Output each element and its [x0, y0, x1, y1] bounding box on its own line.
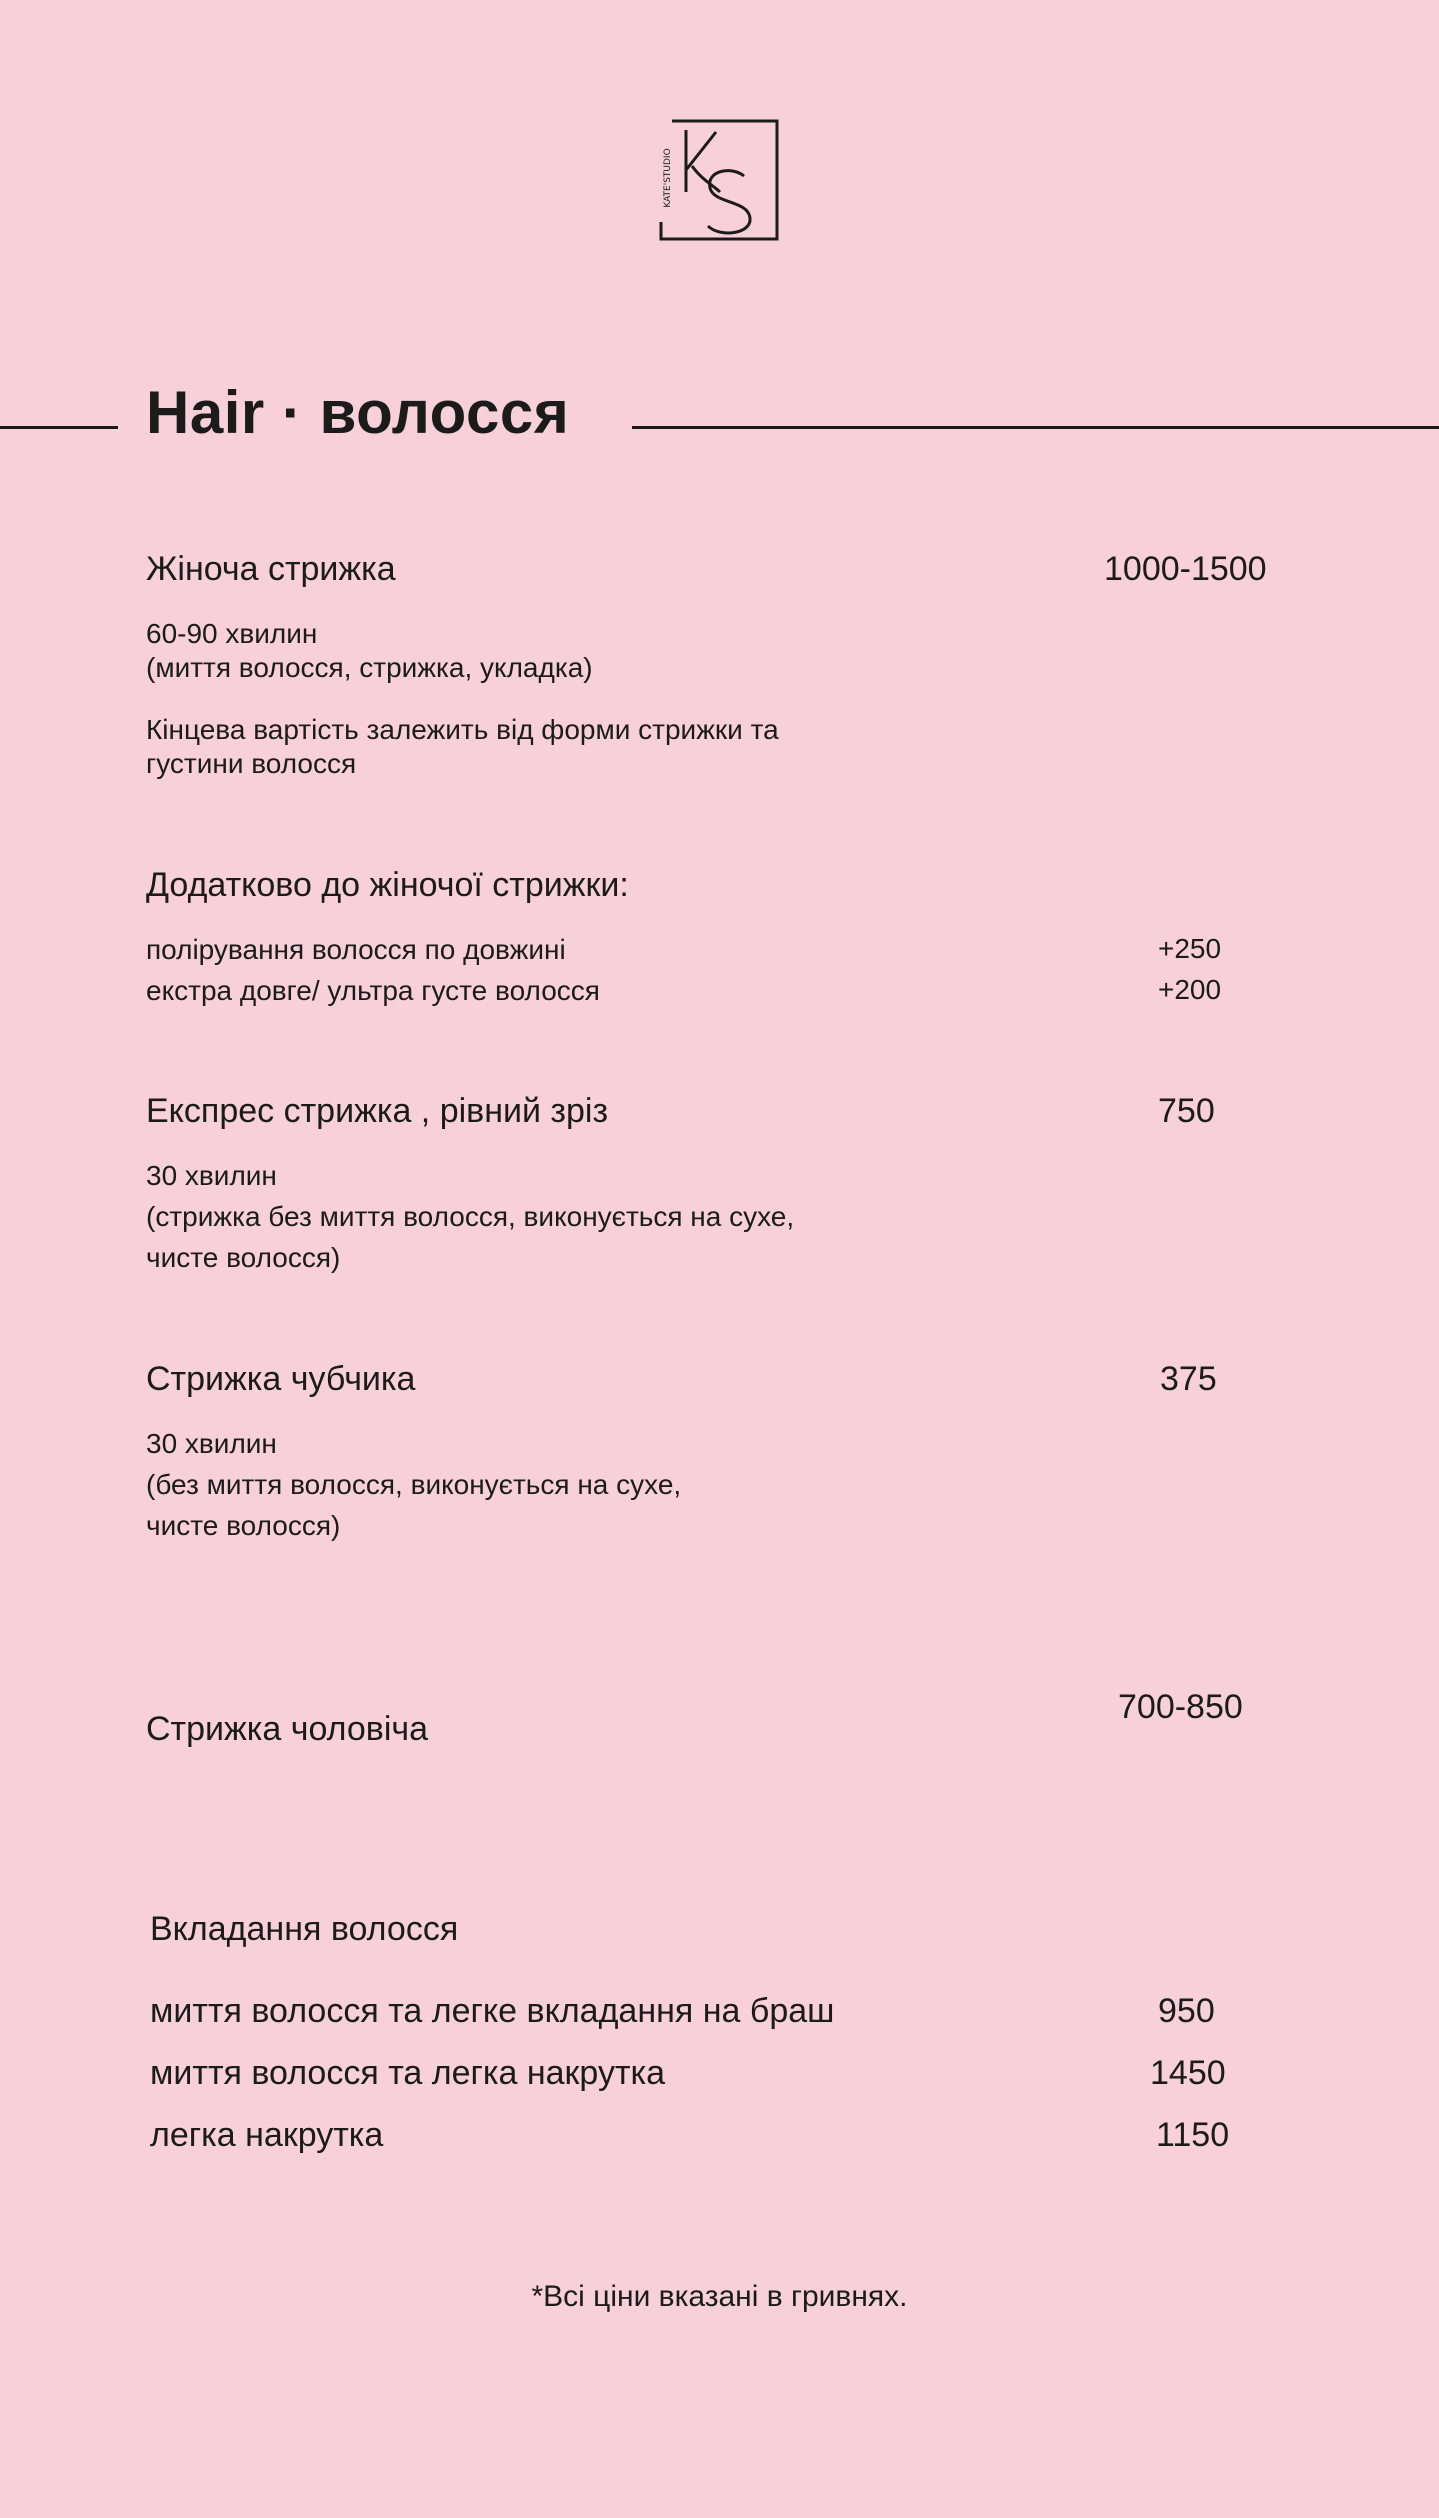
styling-heading: Вкладання волосся [150, 1910, 459, 1948]
styling-item-name: легка накрутка [150, 2116, 384, 2154]
styling-item-price: 1450 [1150, 2054, 1226, 2092]
bangs-cut-line1: (без миття волосся, виконується на сухе, [146, 1469, 682, 1500]
styling-item-name: миття волосся та легка накрутка [150, 2054, 666, 2092]
womens-cut-includes: (миття волосся, стрижка, укладка) [146, 652, 593, 683]
addon-name: екстра довге/ ультра густе волосся [146, 975, 600, 1006]
styling-item-price: 950 [1158, 1992, 1215, 2030]
addon-price: +250 [1158, 933, 1222, 964]
mens-cut-price: 700-850 [1118, 1688, 1243, 1726]
styling-item-name: миття волосся та легке вкладання на браш [150, 1992, 835, 2030]
express-cut-line1: (стрижка без миття волосся, виконується на сухе, [146, 1201, 795, 1232]
womens-cut-price: 1000-1500 [1104, 550, 1267, 588]
bangs-cut-line2: чисте волосся) [146, 1510, 341, 1541]
bangs-cut-duration: 30 хвилин [146, 1428, 277, 1459]
mens-cut-name: Стрижка чоловіча [146, 1710, 428, 1748]
addons-heading: Додатково до жіночої стрижки: [146, 866, 629, 904]
brand-logo [658, 118, 780, 242]
svg-text:KATE'STUDIO: KATE'STUDIO [663, 148, 673, 208]
womens-cut-name: Жіноча стрижка [146, 550, 396, 588]
section-title: Hair · волосся [146, 379, 570, 446]
bangs-cut-name: Стрижка чубчика [146, 1360, 416, 1398]
price-currency-footnote: *Всі ціни вказані в гривнях. [531, 2280, 908, 2313]
womens-cut-note-line2: густини волосся [146, 748, 357, 779]
addon-price: +200 [1158, 974, 1222, 1005]
express-cut-name: Експрес стрижка , рівний зріз [146, 1092, 609, 1130]
bangs-cut-price: 375 [1160, 1360, 1217, 1398]
title-divider-left [0, 426, 118, 429]
womens-cut-duration: 60-90 хвилин [146, 618, 318, 649]
express-cut-price: 750 [1158, 1092, 1215, 1130]
womens-cut-note-line1: Кінцева вартість залежить від форми стрижки та [146, 714, 779, 745]
addon-name: полірування волосся по довжині [146, 934, 566, 965]
express-cut-line2: чисте волосся) [146, 1242, 341, 1273]
styling-item-price: 1150 [1156, 2116, 1230, 2154]
title-divider-right [632, 426, 1439, 429]
express-cut-duration: 30 хвилин [146, 1160, 277, 1191]
